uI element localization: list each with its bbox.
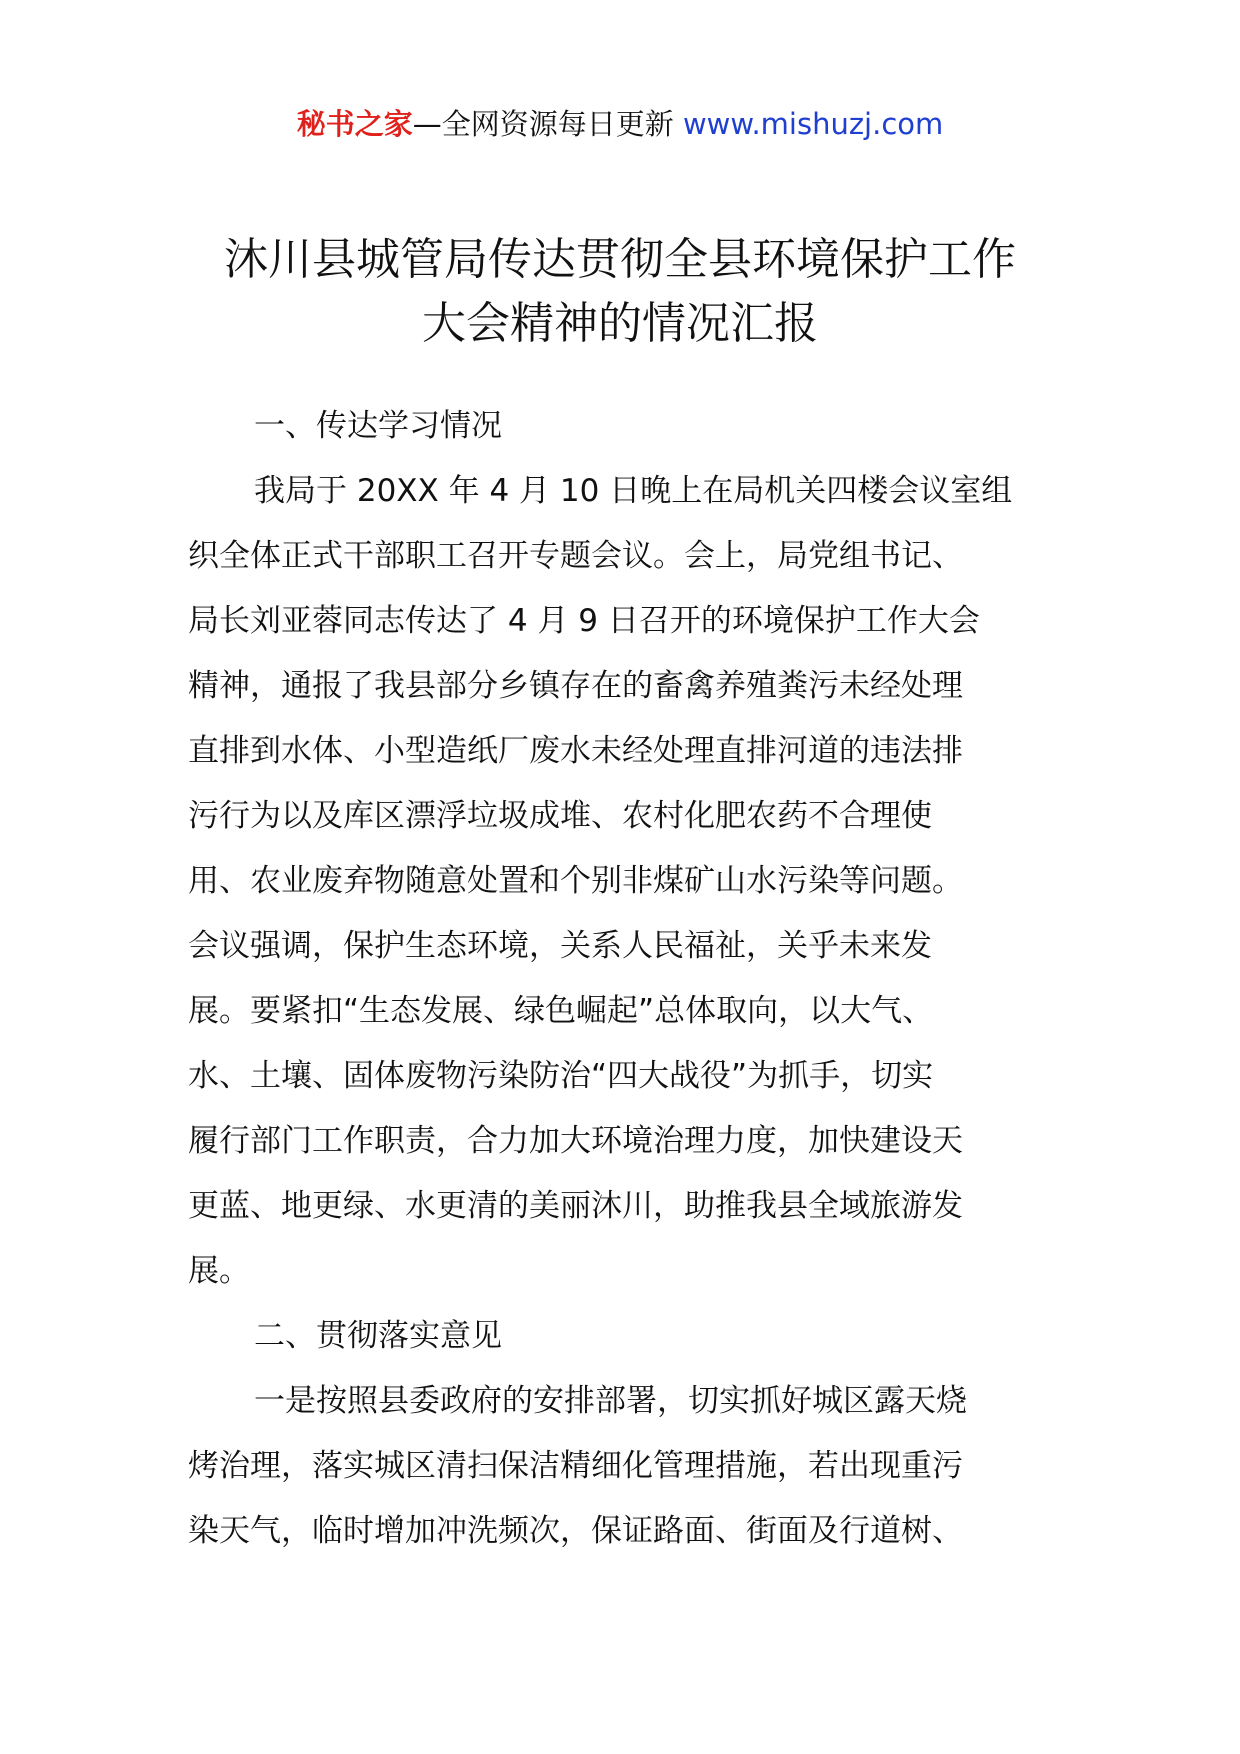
paragraph-line: 展。 xyxy=(188,1253,250,1289)
paragraph-line: 精神，通报了我县部分乡镇存在的畜禽养殖粪污未经处理 xyxy=(188,668,963,704)
paragraph-line: 水、土壤、固体废物污染防治“四大战役”为抓手，切实 xyxy=(188,1058,934,1094)
paragraph-line: 展。要紧扣“生态发展、绿色崛起”总体取向，以大气、 xyxy=(188,993,934,1029)
section-heading-2: 二、贯彻落实意见 xyxy=(254,1318,502,1354)
paragraph-line: 更蓝、地更绿、水更清的美丽沐川，助推我县全域旅游发 xyxy=(188,1188,963,1224)
paragraph-line: 会议强调，保护生态环境，关系人民福祉，关乎未来发 xyxy=(188,928,932,964)
paragraph-line: 履行部门工作职责，合力加大环境治理力度，加快建设天 xyxy=(188,1123,963,1159)
paragraph-line: 我局于 20XX 年 4 月 10 日晚上在局机关四楼会议室组 xyxy=(254,473,1013,509)
document-body xyxy=(188,394,1058,1564)
site-watermark xyxy=(0,104,1240,144)
paragraph-line: 污行为以及库区漂浮垃圾成堆、农村化肥农药不合理使 xyxy=(188,798,932,834)
title-line-2: 大会精神的情况汇报 xyxy=(422,298,818,349)
watermark-brand: 秘书之家 xyxy=(296,107,413,141)
paragraph-line: 染天气，临时增加冲洗频次，保证路面、街面及行道树、 xyxy=(188,1513,963,1549)
paragraph-line: 用、农业废弃物随意处置和个别非煤矿山水污染等问题。 xyxy=(188,863,963,899)
paragraph-line: 一是按照县委政府的安排部署，切实抓好城区露天烧 xyxy=(254,1383,967,1419)
title-line-1: 沐川县城管局传达贯彻全县环境保护工作 xyxy=(224,234,1016,285)
document-title xyxy=(170,228,1070,356)
watermark-url[interactable]: www.mishuzj.com xyxy=(682,107,944,141)
section-heading-1: 一、传达学习情况 xyxy=(254,408,502,444)
watermark-tagline: —全网资源每日更新 xyxy=(412,107,683,141)
paragraph-line: 局长刘亚蓉同志传达了 4 月 9 日召开的环境保护工作大会 xyxy=(188,603,980,639)
paragraph-line: 直排到水体、小型造纸厂废水未经处理直排河道的违法排 xyxy=(188,733,963,769)
paragraph-line: 烤治理，落实城区清扫保洁精细化管理措施，若出现重污 xyxy=(188,1448,963,1484)
paragraph-line: 织全体正式干部职工召开专题会议。会上，局党组书记、 xyxy=(188,538,963,574)
